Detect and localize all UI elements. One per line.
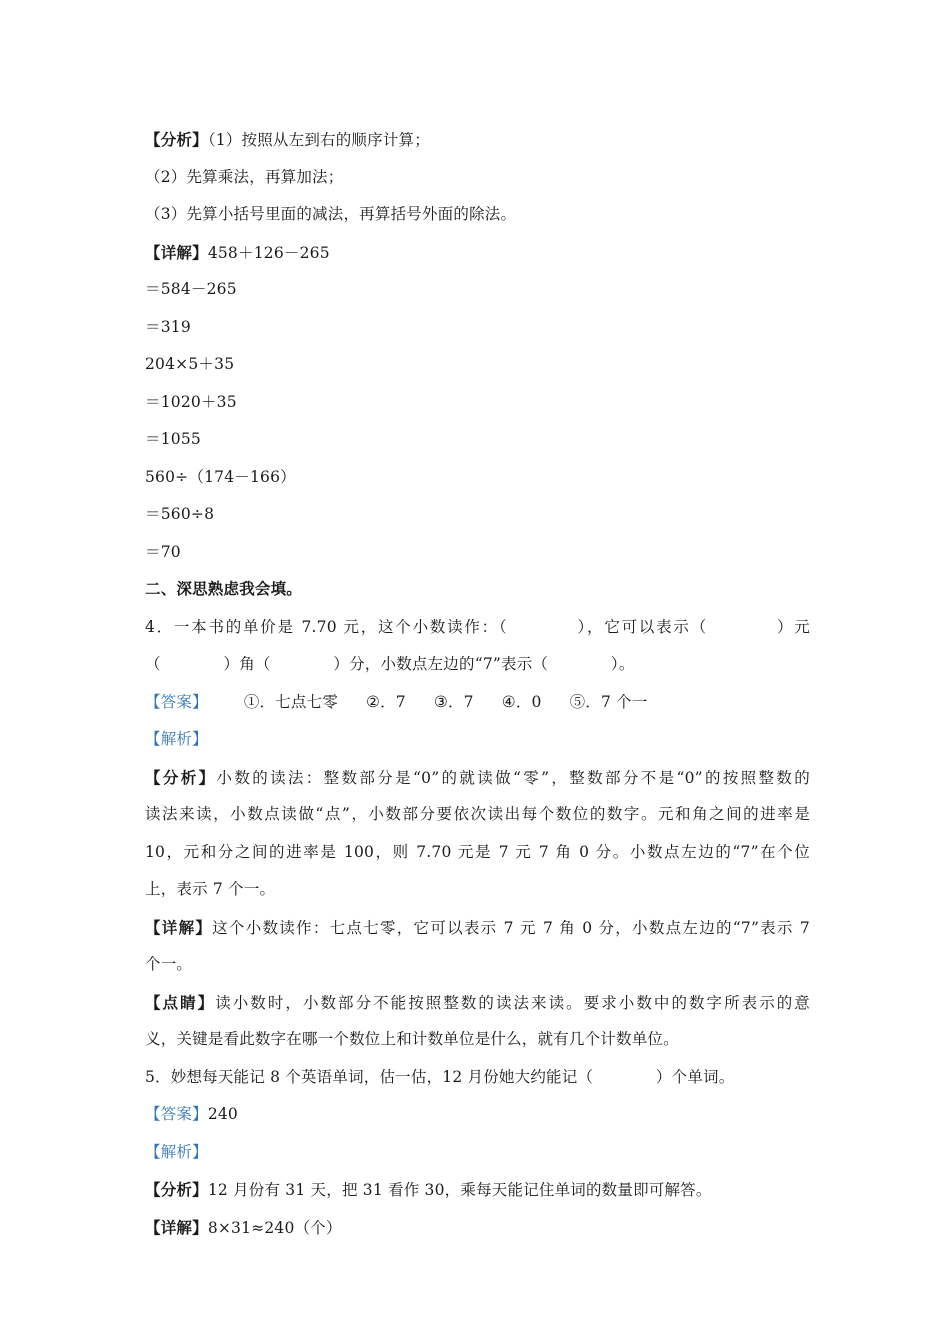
calc-step-line <box>145 496 810 534</box>
analysis-text: （1）按照从左到右的顺序计算； <box>207 131 430 149</box>
analysis-line-3 <box>145 196 810 234</box>
question-5-line-1: 5．妙想每天能记 8 个英语单词，估一估，12 月份她大约能记（ ）个单词。 <box>145 1067 735 1086</box>
calc-step-line <box>145 271 810 309</box>
q4-analysis-line-2: 读法来读，小数点读做“点”，小数部分要依次读出每个数位的数字。元和角之间的进率是 <box>145 805 810 823</box>
q4-analysis-line-1 <box>145 759 810 797</box>
detail-tag: 【详解】 <box>145 1217 208 1237</box>
answer-item: ⑤．7 个一 <box>569 692 648 711</box>
analysis-text: 小数的读法：整数部分是“0”的就读做“零”，整数部分不是“0”的按照整数的 <box>216 768 810 787</box>
calc-step-line <box>145 459 810 497</box>
analysis-text: （3）先算小括号里面的减法，再算括号外面的除法。 <box>145 205 517 223</box>
calc-step: ＝560÷8 <box>145 505 215 523</box>
calc-step: ＝1055 <box>145 430 201 448</box>
answer-item: ②．7 <box>366 692 406 711</box>
detail-text: 8×31≈240（个） <box>207 1218 342 1237</box>
calc-step: 458＋126－265 <box>207 243 330 262</box>
answer-item: ③．7 <box>433 692 474 711</box>
q4-detail-line-1 <box>145 909 810 947</box>
answer-item: ①．七点七零 <box>243 692 339 711</box>
comment-tag: 【点睛】 <box>145 992 216 1012</box>
comment-text: 读小数时，小数部分不能按照整数的读法来读。要求小数中的数字所表示的意 <box>215 993 810 1012</box>
detail-tag: 【详解】 <box>145 917 213 937</box>
answer-value: 240 <box>207 1105 238 1123</box>
section-heading: 二、深思熟虑我会填。 <box>145 580 303 598</box>
question-4-line-2: （ ）角（ ）分，小数点左边的“7”表示（ ）。 <box>145 655 635 673</box>
calc-step: ＝70 <box>145 542 181 561</box>
analysis-text: 12 月份有 31 天，把 31 看作 30，乘每天能记住单词的数量即可解答。 <box>207 1181 712 1199</box>
calc-step: ＝1020＋35 <box>145 392 237 411</box>
analysis-line-2 <box>145 159 810 197</box>
answer-tag: 【答案】 <box>145 692 208 711</box>
calc-step: ＝584－265 <box>145 280 237 298</box>
calc-step-line <box>145 384 810 422</box>
analysis-tag: 【分析】 <box>145 767 217 787</box>
answer-tag: 【答案】 <box>145 1105 208 1123</box>
calc-step-line <box>145 346 810 384</box>
detail-line-1 <box>145 234 810 272</box>
calc-step-line <box>145 534 810 572</box>
q4-comment-line-1 <box>145 984 810 1022</box>
q5-analysis-line <box>145 1171 810 1209</box>
jiexi-tag: 【解析】 <box>145 730 208 748</box>
detail-tag: 【详解】 <box>145 242 208 262</box>
calc-step-line <box>145 421 810 459</box>
calc-step: 560÷（174－166） <box>145 467 296 486</box>
analysis-text: （2）先算乘法，再算加法； <box>145 167 344 186</box>
calc-step: ＝319 <box>145 317 191 336</box>
jiexi-tag: 【解析】 <box>145 1142 208 1161</box>
q4-analysis-line-3: 10，元和分之间的进率是 100，则 7.70 元是 7 元 7 角 0 分。小数点左边的“7”在个位 <box>145 842 810 861</box>
q4-comment-line-2: 义，关键是看此数字在哪一个数位上和计数单位是什么，就有几个计数单位。 <box>145 1030 679 1048</box>
question-5-answer <box>145 1096 810 1134</box>
calc-step: 204×5＋35 <box>145 355 235 373</box>
q4-analysis-line-4: 上，表示 7 个一。 <box>145 880 276 898</box>
calc-step-line <box>145 309 810 347</box>
answer-item: ④．0 <box>501 692 542 711</box>
q5-detail-line <box>145 1209 810 1247</box>
detail-text: 这个小数读作：七点七零，它可以表示 7 元 7 角 0 分，小数点左边的“7”表示 7 <box>212 918 810 937</box>
document-page <box>145 121 810 1246</box>
analysis-tag: 【分析】 <box>145 130 208 149</box>
analysis-line-1 <box>145 121 810 159</box>
question-4-line-1: 4．一本书的单价是 7.70 元，这个小数读作：（ ），它可以表示（ ）元 <box>145 617 810 636</box>
q4-detail-line-2: 个一。 <box>145 955 193 973</box>
question-4-answer <box>145 684 810 722</box>
analysis-tag: 【分析】 <box>145 1180 208 1199</box>
